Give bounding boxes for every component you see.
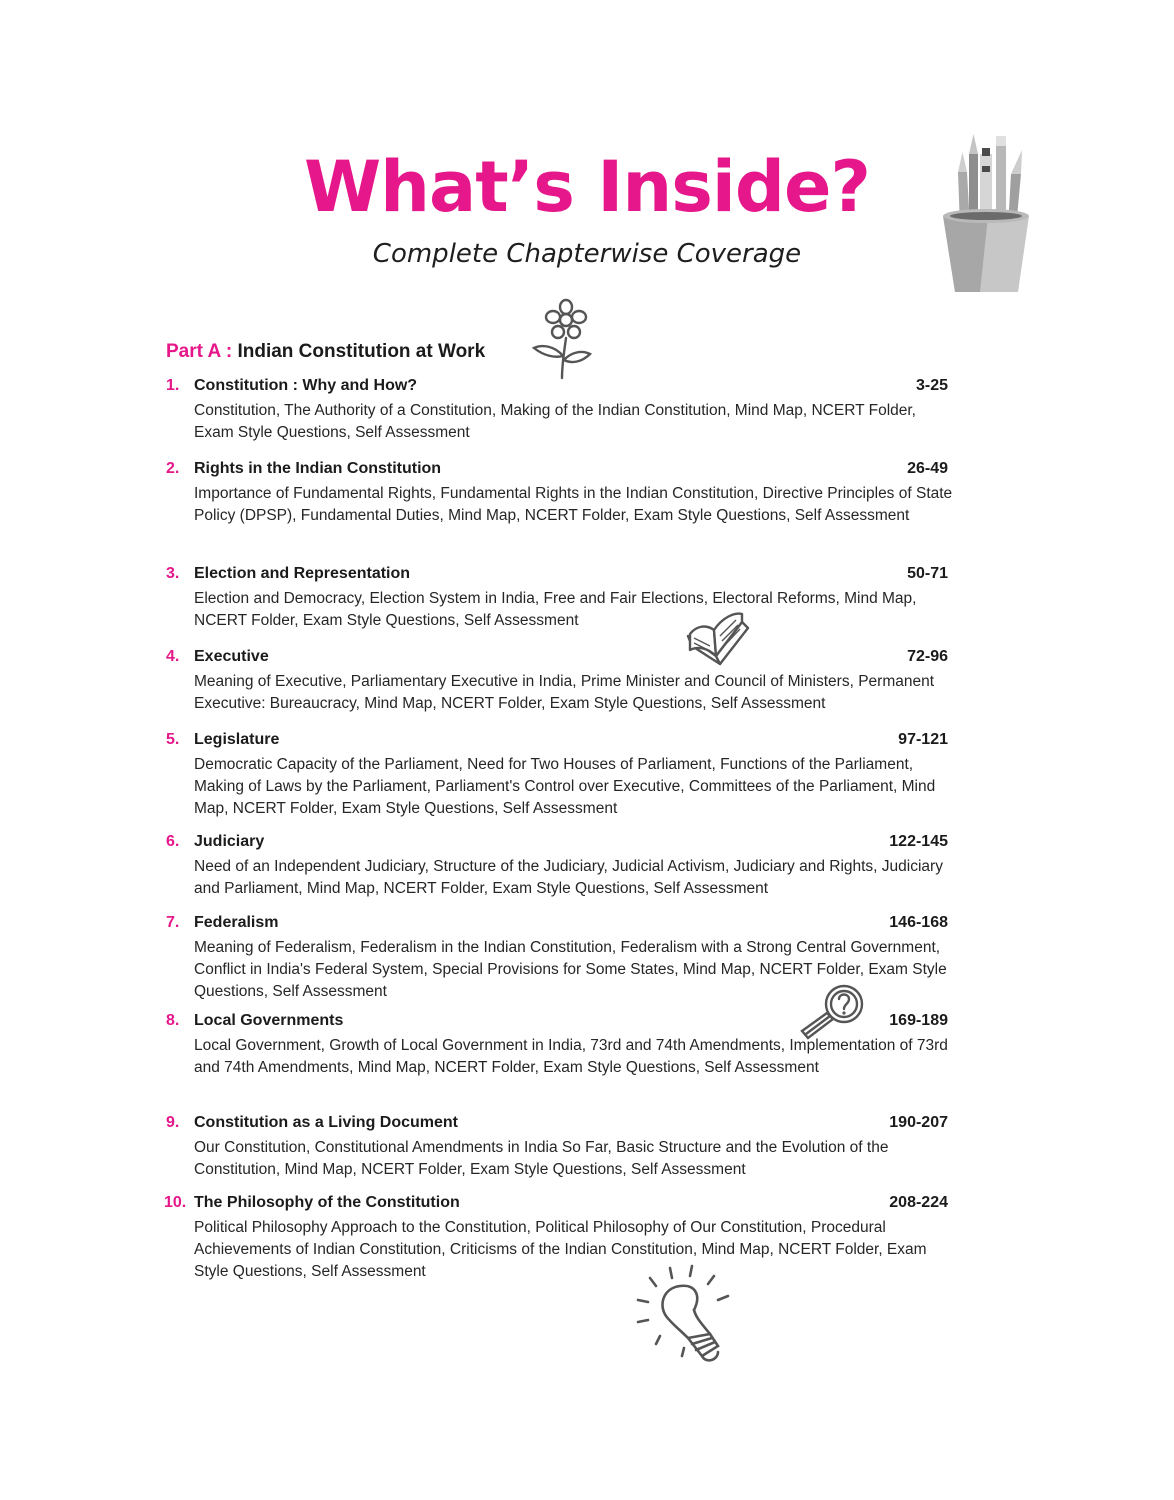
chapter-entry [166, 374, 956, 444]
chapter-pages: 26-49 [907, 460, 948, 477]
page-title: What’s Inside? [303, 146, 871, 228]
chapter-number: 8. [166, 1012, 180, 1029]
chapter-pages: 190-207 [889, 1114, 948, 1131]
chapter-pages: 146-168 [889, 914, 948, 931]
page-subtitle: Complete Chapterwise Coverage [372, 239, 802, 269]
chapter-number: 9. [166, 1114, 180, 1131]
flower-icon [528, 298, 594, 382]
chapter-number: 6. [166, 833, 180, 850]
chapter-title: Constitution : Why and How? [194, 377, 418, 394]
chapter-pages: 72-96 [907, 648, 948, 665]
chapter-entry [166, 457, 956, 527]
chapter-pages: 97-121 [898, 731, 948, 748]
chapter-title: Judiciary [194, 833, 265, 850]
chapter-entry [166, 1009, 956, 1079]
chapter-number: 3. [166, 565, 180, 582]
chapter-topics: Our Constitution, Constitutional Amendments in India So Far, Basic Structure and the Evolution of the Constitution, Mind Map, NCERT Folder, Exam Style Questions, Self Assessment [194, 1139, 889, 1178]
chapter-pages: 208-224 [889, 1194, 948, 1211]
chapter-number: 2. [166, 460, 180, 477]
chapter-topics: Importance of Fundamental Rights, Fundamental Rights in the Indian Constitution, Directive Principles of State Policy (DPSP), Fundamental Duties, Mind Map, NCERT Folder, Exam Style Questions, Self Assessment [194, 485, 953, 524]
chapter-entry [166, 830, 956, 900]
chapter-number: 7. [166, 914, 180, 931]
chapter-pages: 3-25 [915, 377, 948, 394]
chapter-title: The Philosophy of the Constitution [194, 1194, 460, 1211]
chapter-topics: Meaning of Federalism, Federalism in the Indian Constitution, Federalism with a Strong Central Government, Conflict in India's Federal System, Special Provisions for Some States, Mind Map, NCERT Folder, Exam Style Questions, Self Assessment [194, 939, 947, 1000]
chapter-topics: Election and Democracy, Election System in India, Free and Fair Elections, Electoral Reforms, Mind Map, NCERT Folder, Exam Style Questions, Self Assessment [194, 590, 917, 629]
chapter-topics: Meaning of Executive, Parliamentary Executive in India, Prime Minister and Council of Ministers, Permanent Executive: Bureaucracy, Mind Map, NCERT Folder, Exam Style Questions, Self Assessment [194, 673, 935, 712]
chapter-number: 1. [166, 377, 180, 394]
chapter-entry [166, 1191, 956, 1283]
chapter-pages: 50-71 [907, 565, 948, 582]
chapter-title: Election and Representation [194, 565, 411, 582]
chapter-title: Local Governments [194, 1012, 344, 1029]
part-name: Indian Constitution at Work [237, 341, 486, 362]
chapter-pages: 169-189 [889, 1012, 948, 1029]
chapter-entry [166, 562, 956, 632]
chapter-entry [166, 645, 956, 715]
chapter-title: Federalism [194, 914, 279, 931]
chapter-pages: 122-145 [889, 833, 948, 850]
part-label: Part A : [166, 341, 233, 362]
chapter-entry [166, 728, 956, 820]
chapter-number: 10. [164, 1194, 187, 1211]
light-bulb-icon [632, 1264, 744, 1374]
chapter-topics: Political Philosophy Approach to the Constitution, Political Philosophy of Our Constitution, Procedural Achievements of Indian Constitution, Criticisms of the Indian Constitution, Mind Map, NCERT Folder, Exam Style Questions, Self Assessment [194, 1219, 927, 1280]
part-heading [166, 339, 485, 365]
chapter-topics: Democratic Capacity of the Parliament, Need for Two Houses of Parliament, Functions of the Parliament, Making of Laws by the Parliament, Parliament's Control over Executive, Committees of the Parliament, Mind Map, NCERT Folder, Exam Style Questions, Self Assessment [194, 756, 936, 817]
chapter-number: 4. [166, 648, 180, 665]
chapter-title: Rights in the Indian Constitution [194, 460, 442, 477]
chapter-title: Legislature [194, 731, 280, 748]
chapter-entry [166, 1111, 956, 1181]
chapter-title: Constitution as a Living Document [194, 1114, 459, 1131]
chapter-title: Executive [194, 648, 269, 665]
chapter-topics: Constitution, The Authority of a Constitution, Making of the Indian Constitution, Mind Map, NCERT Folder, Exam Style Questions, Self Assessment [194, 402, 916, 441]
pencil-cup-icon [938, 132, 1034, 298]
chapter-number: 5. [166, 731, 180, 748]
chapter-topics: Need of an Independent Judiciary, Structure of the Judiciary, Judicial Activism, Judiciary and Rights, Judiciary and Parliament, Mind Map, NCERT Folder, Exam Style Questions, Self Assessment [194, 858, 943, 897]
chapter-topics: Local Government, Growth of Local Government in India, 73rd and 74th Amendments, Implementation of 73rd and 74th Amendments, Mind Map, NCERT Folder, Exam Style Questions, Self Assessment [194, 1037, 948, 1076]
